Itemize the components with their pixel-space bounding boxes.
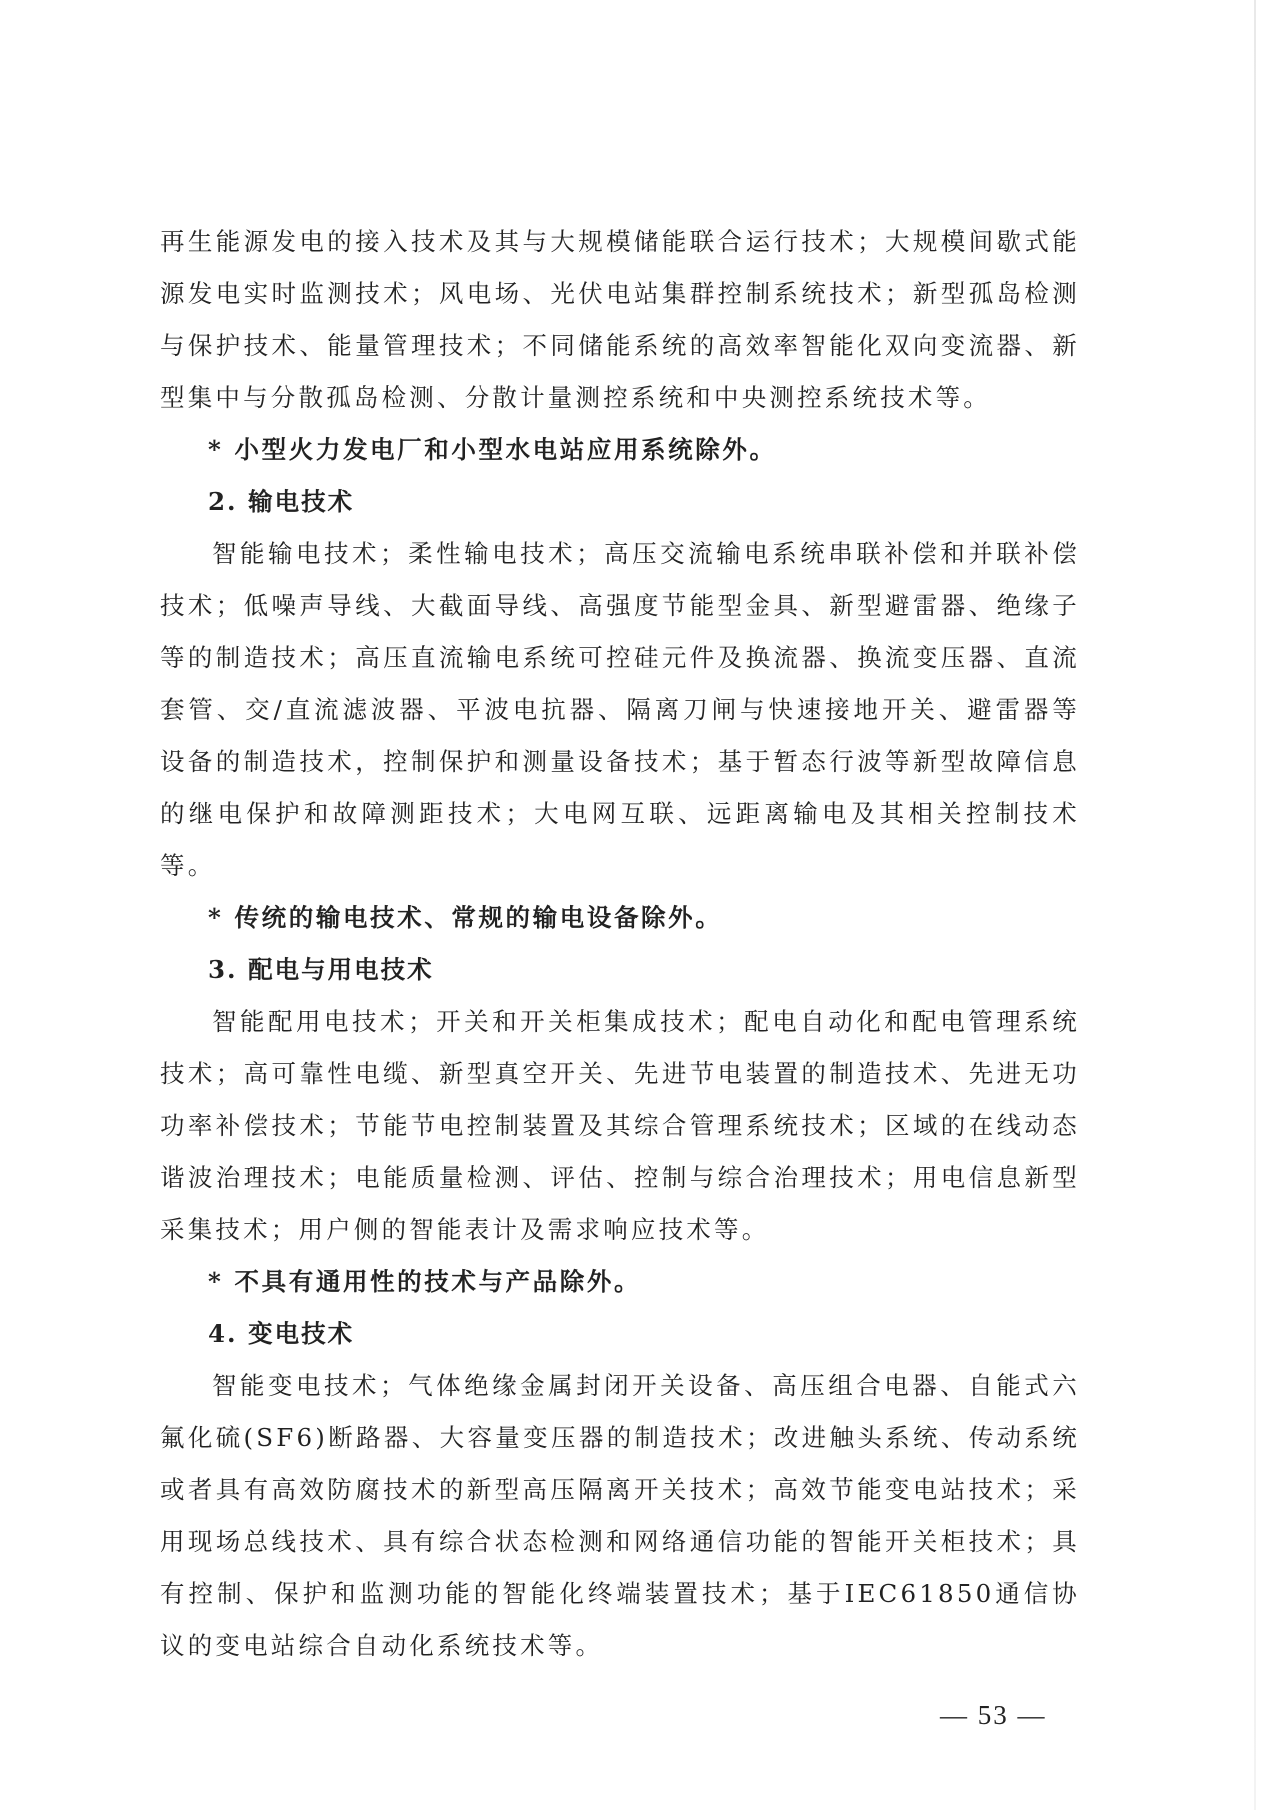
exclusion-note: * 不具有通用性的技术与产品除外。 (208, 1267, 642, 1296)
section-heading-distribution: 3. 配电与用电技术 (208, 955, 434, 984)
document-body (160, 216, 1080, 1672)
paragraph-transmission: 智能输电技术；柔性输电技术；高压交流输电系统串联补偿和并联补偿技术；低噪声导线、大截面导线、高强度节能型金具、新型避雷器、绝缘子等的制造技术；高压直流输电系统可控硅元件及换流器、换流变压器、直流套管、交/直流滤波器、平波电抗器、隔离刀闸与快速接地开关、避雷器等设备的制造技术，控制保护和测量设备技术；基于暂态行波等新型故障信息的继电保护和故障测距技术；大电网互联、远距离输电及其相关控制技术等。 (160, 539, 1080, 880)
exclusion-note: * 小型火力发电厂和小型水电站应用系统除外。 (208, 435, 777, 464)
page-edge-line (1254, 0, 1256, 1810)
paragraph-substation: 智能变电技术；气体绝缘金属封闭开关设备、高压组合电器、自能式六氟化硫(SF6)断路器、大容量变压器的制造技术；改进触头系统、传动系统或者具有高效防腐技术的新型高压隔离开关技术；高效节能变电站技术；采用现场总线技术、具有综合状态检测和网络通信功能的智能开关柜技术；具有控制、保护和监测功能的智能化终端装置技术；基于IEC61850通信协议的变电站综合自动化系统技术等。 (160, 1371, 1080, 1660)
section-heading-transmission: 2. 输电技术 (208, 487, 355, 516)
section-heading-substation: 4. 变电技术 (208, 1319, 355, 1348)
paragraph-continuation: 再生能源发电的接入技术及其与大规模储能联合运行技术；大规模间歇式能源发电实时监测技术；风电场、光伏电站集群控制系统技术；新型孤岛检测与保护技术、能量管理技术；不同储能系统的高效率智能化双向变流器、新型集中与分散孤岛检测、分散计量测控系统和中央测控系统技术等。 (160, 227, 1080, 412)
exclusion-note: * 传统的输电技术、常规的输电设备除外。 (208, 903, 723, 932)
paragraph-distribution: 智能配用电技术；开关和开关柜集成技术；配电自动化和配电管理系统技术；高可靠性电缆、新型真空开关、先进节电装置的制造技术、先进无功功率补偿技术；节能节电控制装置及其综合管理系统技术；区域的在线动态谐波治理技术；电能质量检测、评估、控制与综合治理技术；用电信息新型采集技术；用户侧的智能表计及需求响应技术等。 (160, 1007, 1080, 1244)
page-number: — 53 — (940, 1700, 1047, 1730)
